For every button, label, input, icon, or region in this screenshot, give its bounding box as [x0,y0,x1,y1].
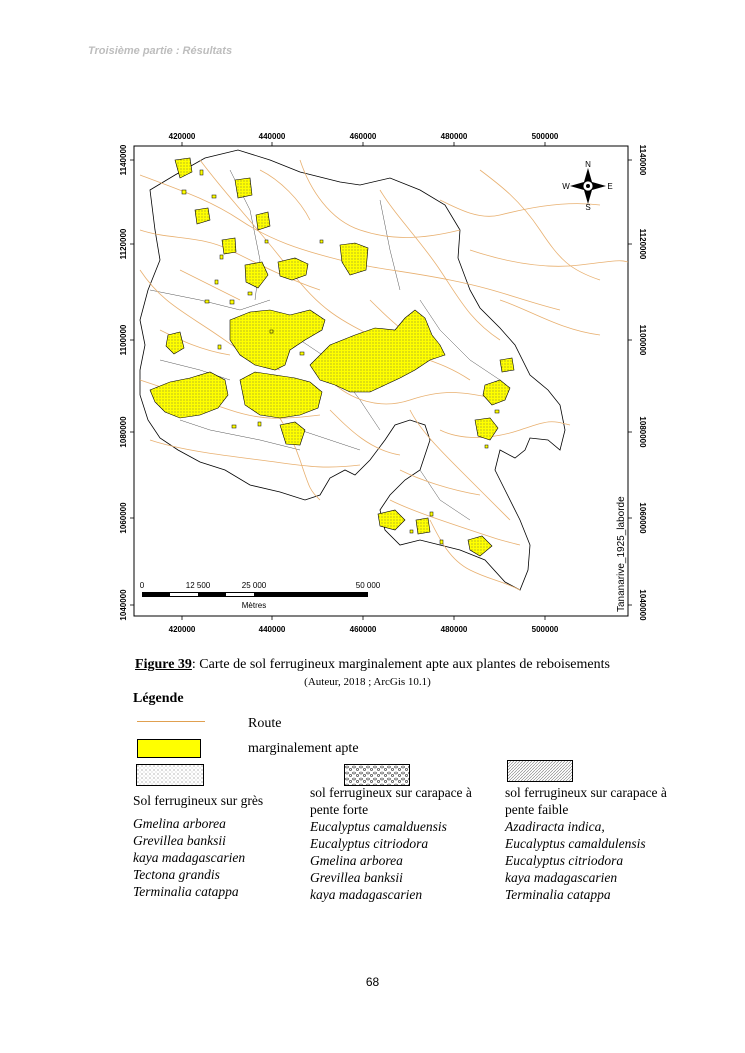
y-tick-right: 1120000 [638,228,647,260]
species-item: Terminalia catappa [133,884,239,899]
species-item: Terminalia catappa [505,887,611,902]
species-item: Eucalyptus citriodora [310,836,429,851]
y-tick-right: 1100000 [638,324,647,356]
south-label: S [585,203,591,212]
y-tick-right: 1140000 [638,144,647,176]
y-tick-right: 1080000 [638,416,647,448]
y-tick-left: 1100000 [119,324,128,356]
legend-route-label: Route [248,716,282,731]
scale-bar [142,592,368,597]
figure-caption [0,657,745,673]
y-tick-right: 1060000 [638,502,647,534]
species-item: Eucalyptus camalduensis [310,819,447,834]
figure-label: Figure 39 [135,657,192,672]
scale-label: 25 000 [241,581,267,590]
species-item: kaya madagascarien [133,850,246,865]
species-item: Gmelina arborea [133,816,226,831]
x-tick-bottom: 480000 [440,625,468,634]
species-item: kaya madagascarien [505,870,618,885]
page-number: 68 [365,975,380,989]
legend-swatch-pente-faible [507,760,573,782]
legend-marginal-swatch [137,739,201,758]
species-item: Tectona grandis [133,867,220,882]
x-tick-top: 440000 [258,132,286,141]
legend-column-title: Sol ferrugineux sur grès [133,793,264,808]
legend-title: Légende [133,691,184,706]
x-tick-top: 460000 [349,132,377,141]
y-tick-left: 1080000 [119,416,128,448]
y-tick-left: 1060000 [119,502,128,534]
y-tick-left: 1040000 [119,589,128,621]
x-axis-top [182,142,545,146]
legend-column-pente-faible [505,784,680,903]
x-tick-top: 420000 [168,132,196,141]
scale-label: 50 000 [355,581,381,590]
scale-label: 0 [139,581,145,590]
legend-column-gres [133,792,303,900]
legend-route-swatch [137,721,205,722]
species-item: Grevillea banksii [133,833,226,848]
legend-column-pente-forte [310,784,500,903]
scale-label: 12 500 [185,581,211,590]
running-header: Troisième partie : Résultats [88,45,233,57]
species-item: Gmelina arborea [310,853,403,868]
legend-marginal-label: marginalement apte [248,741,359,756]
species-item: kaya madagascarien [310,887,423,902]
x-axis-bottom [182,616,545,620]
x-tick-bottom: 440000 [258,625,286,634]
x-tick-bottom: 500000 [531,625,559,634]
scale-unit: Mètres [241,601,267,610]
projection-label: Tananarive_1925_laborde [616,496,627,612]
figure-source: (Auteur, 2018 ; ArcGis 10.1) [304,676,431,688]
legend-column-title: sol ferrugineux sur carapace à pente forte [310,785,472,817]
species-item: Eucalyptus camaldulensis [505,836,646,851]
x-tick-top: 480000 [440,132,468,141]
species-item: Eucalyptus citriodora [505,853,624,868]
x-tick-top: 500000 [531,132,559,141]
west-label: W [562,182,570,191]
y-tick-left: 1140000 [119,144,128,176]
figure-caption-text: : Carte de sol ferrugineux marginalement apte aux plantes de reboisements [191,657,610,672]
legend-swatch-gres [136,764,204,786]
east-label: E [607,182,613,191]
x-tick-bottom: 420000 [168,625,196,634]
species-item: Grevillea banksii [310,870,403,885]
legend-swatch-pente-forte [344,764,410,786]
species-item: Azadiracta indica, [505,819,605,834]
x-tick-bottom: 460000 [349,625,377,634]
north-label: N [585,160,591,169]
legend-column-title: sol ferrugineux sur carapace à pente faible [505,785,667,817]
y-tick-right: 1040000 [638,589,647,621]
y-tick-left: 1120000 [119,228,128,260]
